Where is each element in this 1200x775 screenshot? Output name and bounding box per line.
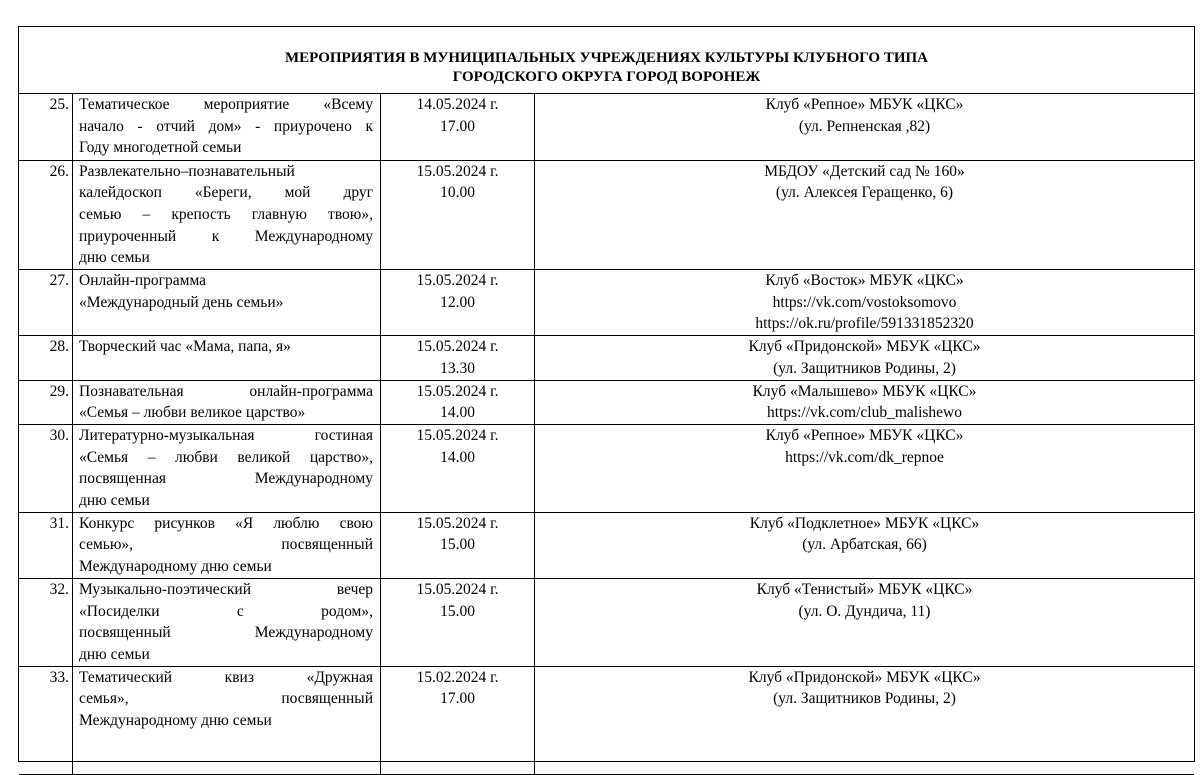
event-description	[73, 160, 381, 270]
place-line: Клуб «Подклетное» МБУК «ЦКС»	[749, 514, 980, 532]
description-line: «Посиделки с родом»,	[79, 602, 373, 620]
event-description	[73, 578, 381, 666]
document-title	[19, 27, 1194, 94]
event-description	[73, 512, 381, 578]
description-line: Международному дню семьи	[79, 712, 272, 730]
event-place	[535, 424, 1195, 512]
event-date: 15.05.2024 г.	[416, 514, 499, 532]
description-line: Творческий час «Мама, папа, я»	[79, 338, 291, 356]
description-line: дню семьи	[79, 492, 150, 510]
event-description	[73, 336, 381, 380]
event-date: 15.05.2024 г.	[416, 338, 499, 356]
event-time: 13.30	[440, 359, 475, 377]
event-description	[73, 424, 381, 512]
event-time: 14.00	[440, 404, 475, 422]
description-line: приуроченный к Международному	[79, 227, 373, 245]
place-line: https://vk.com/dk_repnoe	[785, 448, 944, 466]
row-number: 29.	[19, 380, 73, 424]
row-number: 27.	[19, 270, 73, 336]
event-date: 15.02.2024 г.	[416, 668, 499, 686]
place-line: (ул. Арбатская, 66)	[802, 536, 927, 554]
event-place	[535, 666, 1195, 774]
place-line: Клуб «Репное» МБУК «ЦКС»	[765, 96, 964, 113]
event-datetime	[381, 424, 535, 512]
description-line: Развлекательно–познавательный	[79, 162, 295, 180]
table-row	[19, 666, 1194, 774]
event-date: 15.05.2024 г.	[416, 382, 499, 400]
title-line: МЕРОПРИЯТИЯ В МУНИЦИПАЛЬНЫХ УЧРЕЖДЕНИЯХ КУЛЬТУРЫ КЛУБНОГО ТИПА	[284, 50, 929, 66]
event-time: 17.00	[440, 690, 475, 708]
table-row	[19, 336, 1194, 380]
event-datetime	[381, 666, 535, 774]
event-datetime	[381, 94, 535, 160]
description-line: Конкурс рисунков «Я люблю свою	[79, 514, 373, 532]
table-row	[19, 578, 1194, 666]
description-line: «Семья – любви великое царство»	[79, 404, 306, 422]
description-line: Онлайн-программа	[79, 272, 207, 290]
event-place	[535, 336, 1195, 380]
event-datetime	[381, 270, 535, 336]
event-datetime	[381, 380, 535, 424]
description-line: Литературно-музыкальная гостиная	[79, 426, 373, 444]
events-document	[18, 26, 1195, 762]
event-place	[535, 380, 1195, 424]
place-line: (ул. Защитников Родины, 2)	[773, 359, 956, 377]
row-number: 31.	[19, 512, 73, 578]
place-line: (ул. О. Дундича, 11)	[798, 602, 931, 620]
event-time: 15.00	[440, 602, 475, 620]
place-line: Клуб «Малышево» МБУК «ЦКС»	[752, 382, 977, 400]
event-datetime	[381, 512, 535, 578]
description-line: дню семьи	[79, 249, 150, 267]
description-line: Году многодетной семьи	[79, 139, 242, 157]
table-row	[19, 424, 1194, 512]
event-place	[535, 270, 1195, 336]
description-line: Тематическое мероприятие «Всему	[79, 96, 373, 113]
description-line: посвященный Международному	[79, 624, 373, 642]
row-number: 33.	[19, 666, 73, 774]
event-time: 14.00	[440, 448, 475, 466]
place-line: https://vk.com/club_malishewo	[766, 404, 963, 422]
place-line: Клуб «Придонской» МБУК «ЦКС»	[748, 668, 981, 686]
place-line: Клуб «Восток» МБУК «ЦКС»	[765, 272, 964, 290]
event-description	[73, 666, 381, 774]
description-line: «Семья – любви великой царство»,	[79, 448, 373, 466]
description-line: посвященная Международному	[79, 470, 373, 488]
row-number: 25.	[19, 94, 73, 160]
row-number: 28.	[19, 336, 73, 380]
row-number: 26.	[19, 160, 73, 270]
place-line: МБДОУ «Детский сад № 160»	[764, 162, 965, 180]
event-time: 15.00	[440, 536, 475, 554]
description-line: семью», посвященный	[79, 536, 373, 554]
description-line: семью – крепость главную твою»,	[79, 205, 373, 223]
event-datetime	[381, 578, 535, 666]
description-line: Познавательная онлайн-программа	[79, 382, 373, 400]
description-line: Международному дню семьи	[79, 558, 272, 576]
event-description	[73, 270, 381, 336]
description-line: семья», посвященный	[79, 690, 373, 708]
event-place	[535, 160, 1195, 270]
row-number: 30.	[19, 424, 73, 512]
description-line: Музыкально-поэтический вечер	[79, 580, 373, 598]
event-date: 14.05.2024 г.	[416, 96, 499, 113]
event-date: 15.05.2024 г.	[416, 426, 499, 444]
description-line: «Международный день семьи»	[79, 293, 284, 311]
event-datetime	[381, 160, 535, 270]
table-row	[19, 270, 1194, 336]
event-description	[73, 94, 381, 160]
place-line: https://ok.ru/profile/591331852320	[755, 315, 974, 333]
event-datetime	[381, 336, 535, 380]
table-row	[19, 94, 1194, 160]
place-line: Клуб «Тенистый» МБУК «ЦКС»	[756, 580, 973, 598]
event-place	[535, 512, 1195, 578]
event-date: 15.05.2024 г.	[416, 272, 499, 290]
row-number: 32.	[19, 578, 73, 666]
table-row	[19, 380, 1194, 424]
place-line: https://vk.com/vostoksomovo	[772, 293, 957, 311]
description-line: начало - отчий дом» - приурочено к	[79, 117, 373, 135]
description-line: дню семьи	[79, 645, 150, 663]
table-row	[19, 160, 1194, 270]
events-table	[19, 94, 1194, 775]
description-line: калейдоскоп «Береги, мой друг	[79, 184, 373, 202]
event-date: 15.05.2024 г.	[416, 162, 499, 180]
description-line: Тематический квиз «Дружная	[79, 668, 373, 686]
event-place	[535, 94, 1195, 160]
title-line: ГОРОДСКОГО ОКРУГА ГОРОД ВОРОНЕЖ	[452, 69, 761, 85]
event-time: 12.00	[440, 293, 475, 311]
place-line: Клуб «Репное» МБУК «ЦКС»	[765, 426, 964, 444]
event-description	[73, 380, 381, 424]
place-line: (ул. Репненская ,82)	[798, 117, 931, 135]
place-line: (ул. Алексея Геращенко, 6)	[775, 184, 954, 202]
event-time: 10.00	[440, 184, 475, 202]
event-place	[535, 578, 1195, 666]
place-line: Клуб «Придонской» МБУК «ЦКС»	[748, 338, 981, 356]
place-line: (ул. Защитников Родины, 2)	[773, 690, 956, 708]
event-date: 15.05.2024 г.	[416, 580, 499, 598]
table-row	[19, 512, 1194, 578]
event-time: 17.00	[440, 117, 475, 135]
